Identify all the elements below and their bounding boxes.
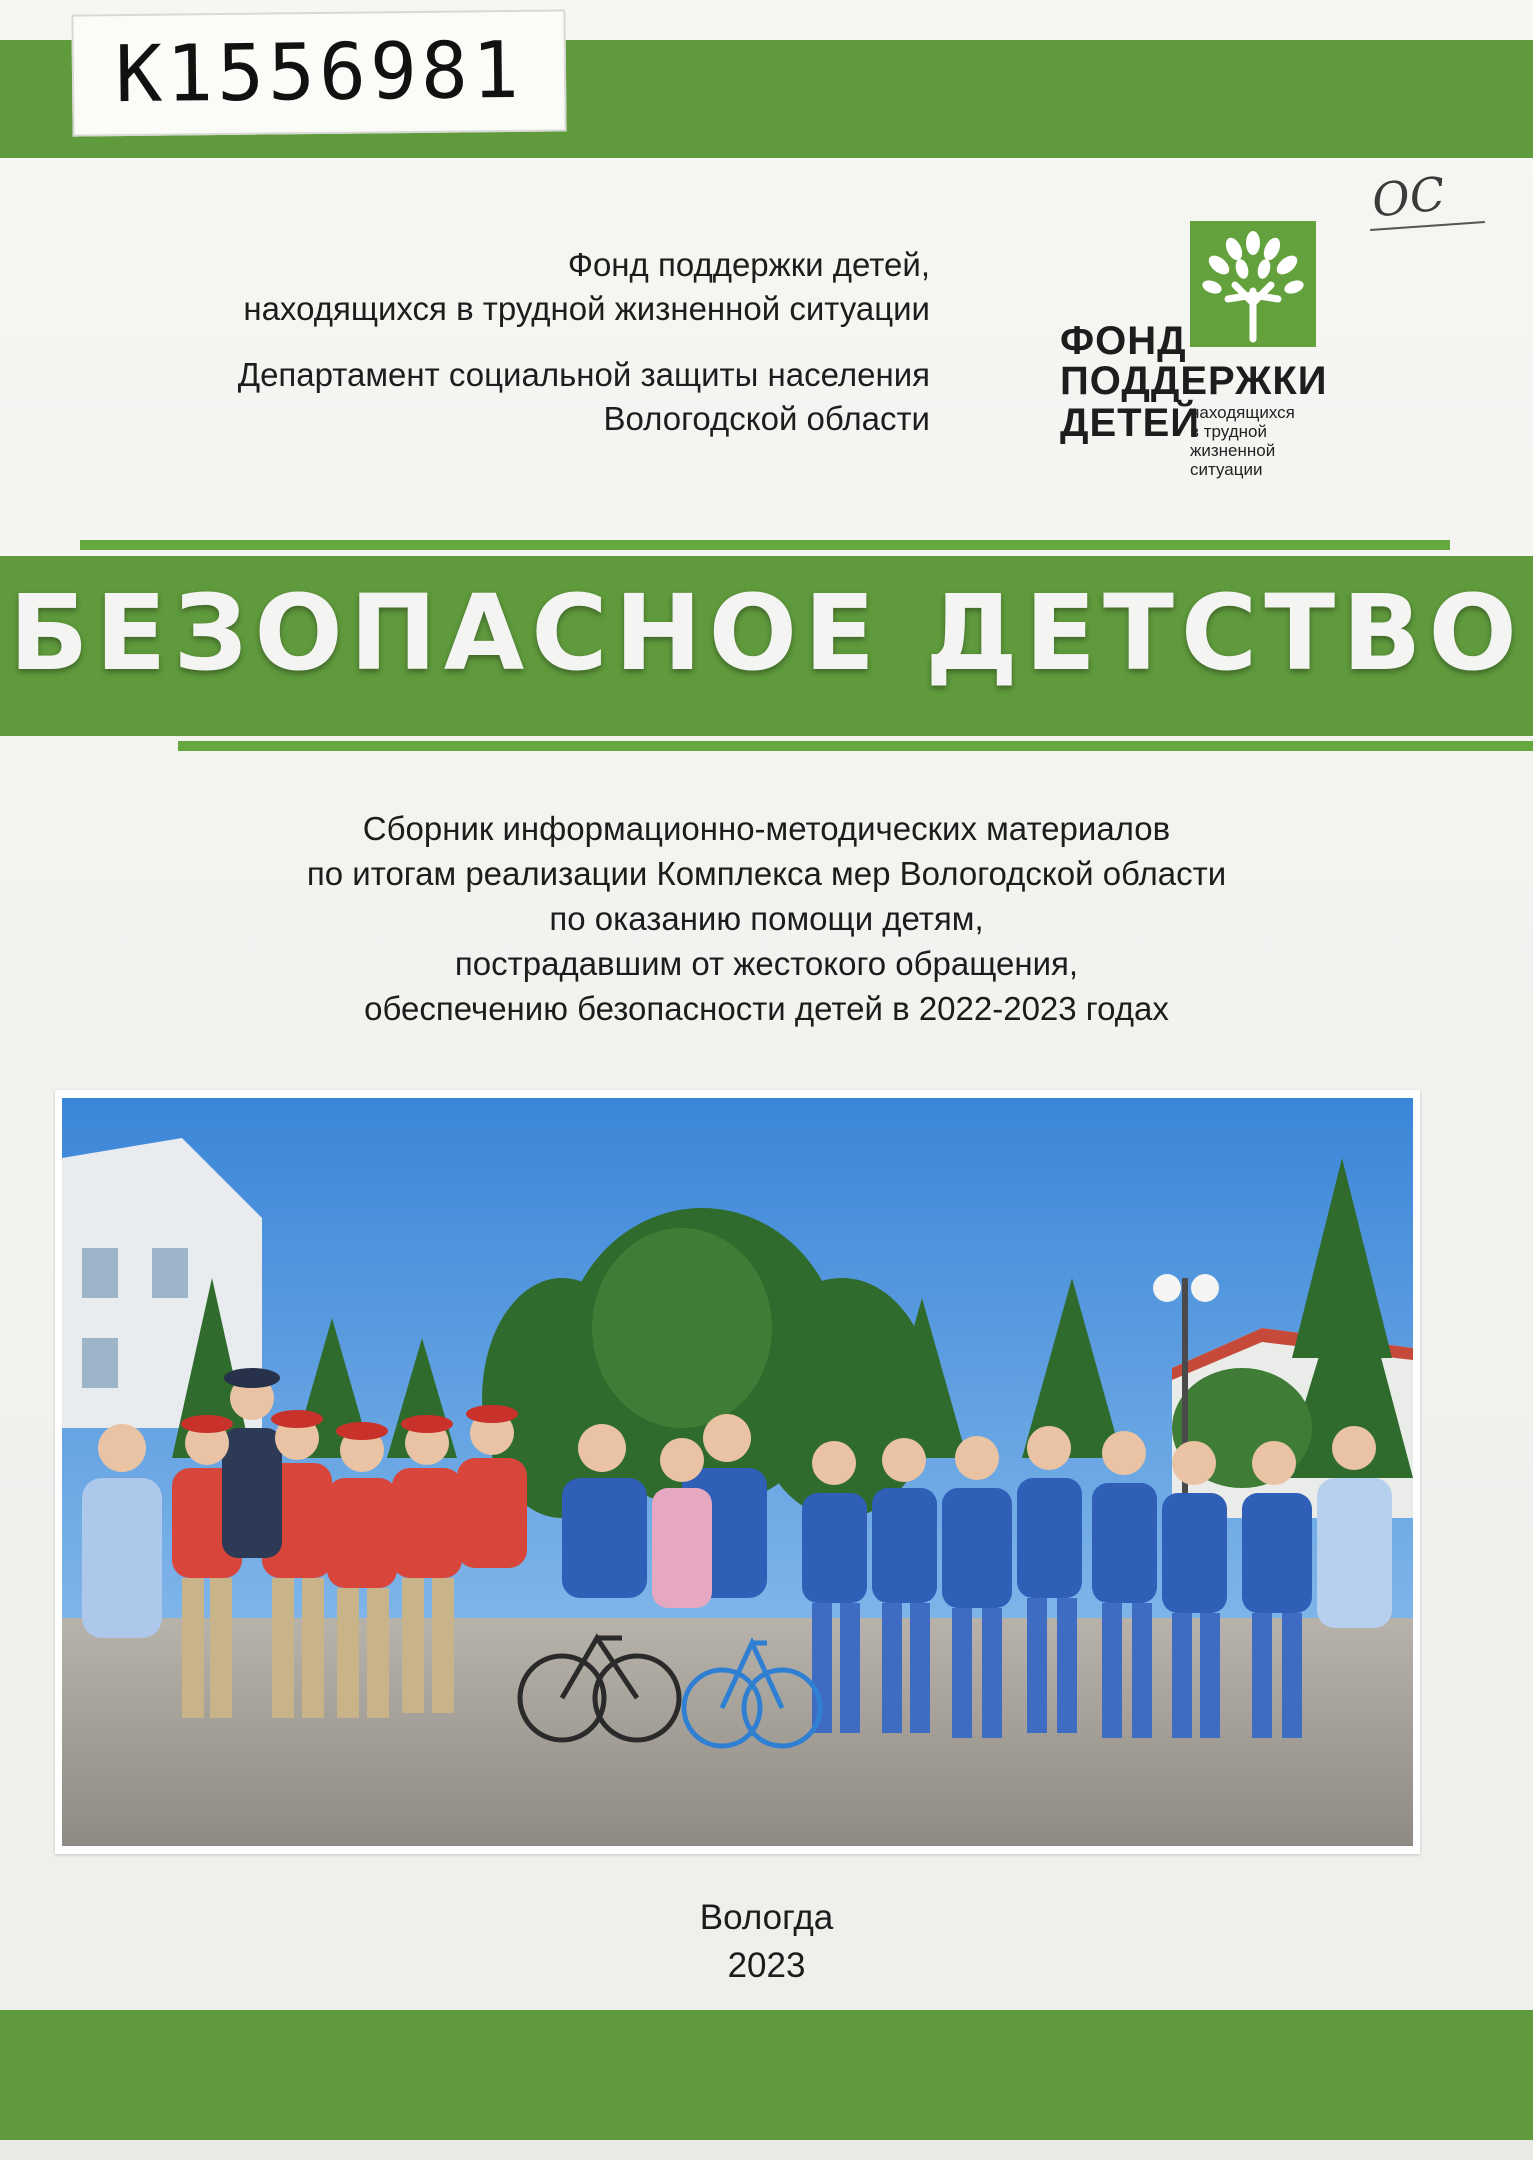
group-photo (62, 1098, 1413, 1846)
book-description (0, 806, 1533, 1031)
bottom-edge (0, 2140, 1533, 2160)
logo-subtitle-line3: жизненной (1190, 441, 1276, 460)
logo-subtitle-line2: в трудной (1190, 422, 1267, 441)
logo-subtitle (1190, 403, 1295, 479)
department-name-line1: Департамент социальной защиты населения (237, 356, 930, 393)
imprint-city: Вологда (699, 1898, 834, 1937)
fund-name (110, 243, 930, 331)
tree-hand-icon (1190, 221, 1316, 347)
imprint-year: 2023 (727, 1946, 806, 1985)
logo-word-detey: ДЕТЕЙ (1060, 401, 1201, 445)
logo-word-podderzhki: ПОДДЕРЖКИ (1060, 359, 1328, 403)
fund-name-line2: находящихся в трудной жизненной ситуации (243, 290, 930, 327)
logo-word-fond: ФОНД (1060, 319, 1187, 363)
group-photo-illustration (62, 1098, 1413, 1846)
description-line: обеспечению безопасности детей в 2022-2023 годах (364, 990, 1169, 1027)
fund-name-line1: Фонд поддержки детей, (567, 246, 930, 283)
description-line: по оказанию помощи детям, (549, 900, 984, 937)
publisher-header (110, 243, 930, 463)
description-line: по итогам реализации Комплекса мер Вологодской области (306, 855, 1227, 892)
title-accent-line-bottom (178, 741, 1533, 751)
fund-logo (1060, 215, 1360, 480)
bottom-green-band (0, 2010, 1533, 2140)
department-name (110, 353, 930, 441)
book-title: БЕЗОПАСНОЕ ДЕТСТВО (9, 572, 1524, 694)
handwritten-mark: ОС (1369, 166, 1448, 228)
department-name-line2: Вологодской области (603, 400, 930, 437)
library-accession-label: K1556981 (71, 9, 566, 136)
description-line: пострадавшим от жестокого обращения, (454, 945, 1079, 982)
title-accent-line-top (80, 540, 1450, 550)
description-line: Сборник информационно-методических материалов (362, 810, 1171, 847)
imprint (0, 1894, 1533, 1990)
logo-subtitle-line4: ситуации (1190, 460, 1263, 479)
logo-subtitle-line1: находящихся (1190, 403, 1295, 422)
